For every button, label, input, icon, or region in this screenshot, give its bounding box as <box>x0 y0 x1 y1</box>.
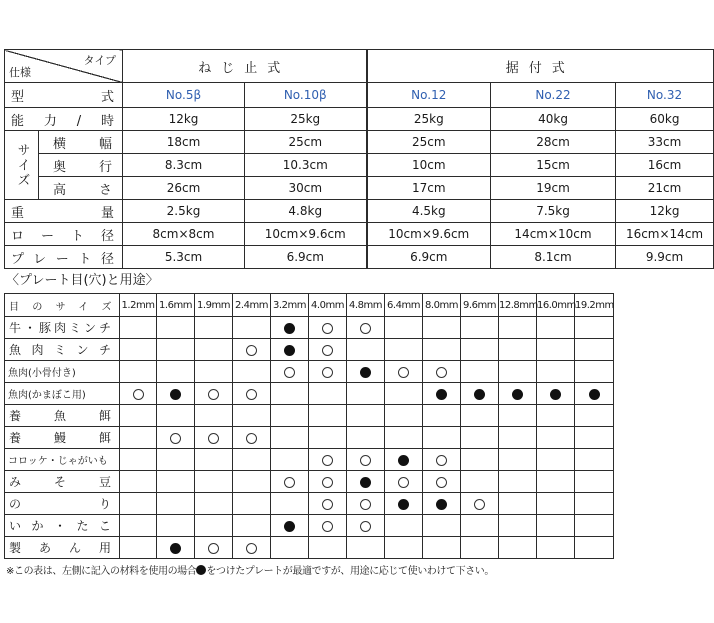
usage-row <box>5 449 614 471</box>
usage-cell <box>423 515 461 537</box>
plate-usage-heading: 〈プレート目(穴)と用途〉 <box>6 273 159 288</box>
usage-cell <box>271 471 309 493</box>
usage-cell <box>499 383 537 405</box>
usage-cell <box>309 449 347 471</box>
height-value: 30cm <box>245 177 367 200</box>
size-header-label: 目のサイズ <box>5 294 120 317</box>
open-circle-icon <box>436 455 447 466</box>
size-header-cell: 1.6mm <box>157 294 195 317</box>
usage-cell <box>537 515 575 537</box>
usage-cell <box>233 515 271 537</box>
usage-cell <box>537 383 575 405</box>
usage-cell <box>157 449 195 471</box>
open-circle-icon <box>246 345 257 356</box>
usage-cell <box>499 515 537 537</box>
usage-row-label: いか・たこ <box>5 515 120 537</box>
filled-circle-icon <box>196 565 206 575</box>
usage-row <box>5 493 614 515</box>
usage-cell <box>385 471 423 493</box>
filled-circle-icon <box>170 389 181 400</box>
usage-cell <box>385 361 423 383</box>
usage-row <box>5 317 614 339</box>
weight-value: 4.8kg <box>245 200 367 223</box>
usage-cell <box>423 449 461 471</box>
usage-cell <box>233 537 271 559</box>
size-header-cell: 9.6mm <box>461 294 499 317</box>
usage-row <box>5 383 614 405</box>
filled-circle-icon <box>512 389 523 400</box>
usage-cell <box>233 449 271 471</box>
width-value: 28cm <box>491 131 616 154</box>
usage-cell <box>385 383 423 405</box>
spec-table <box>4 49 714 269</box>
usage-cell <box>120 515 157 537</box>
usage-cell <box>499 471 537 493</box>
usage-cell <box>120 471 157 493</box>
row-label-capacity: 能力/時 <box>5 108 123 131</box>
usage-cell <box>157 317 195 339</box>
usage-cell <box>271 427 309 449</box>
usage-cell <box>347 515 385 537</box>
usage-cell <box>157 339 195 361</box>
usage-cell <box>537 537 575 559</box>
usage-cell <box>157 493 195 515</box>
model-no12: No.12 <box>367 83 491 108</box>
usage-row-label: 魚肉(小骨付き) <box>5 361 120 383</box>
usage-cell <box>195 493 233 515</box>
usage-cell <box>195 339 233 361</box>
usage-cell <box>385 405 423 427</box>
depth-value: 8.3cm <box>123 154 245 177</box>
usage-cell <box>575 515 614 537</box>
usage-cell <box>537 493 575 515</box>
usage-row-label: 養魚餌 <box>5 405 120 427</box>
usage-cell <box>233 317 271 339</box>
height-row <box>5 177 714 200</box>
filled-circle-icon <box>436 499 447 510</box>
usage-cell <box>537 317 575 339</box>
usage-cell <box>423 471 461 493</box>
usage-cell <box>537 339 575 361</box>
open-circle-icon <box>322 455 333 466</box>
weight-value: 7.5kg <box>491 200 616 223</box>
open-circle-icon <box>360 499 371 510</box>
usage-cell <box>385 317 423 339</box>
usage-cell <box>347 537 385 559</box>
filled-circle-icon <box>436 389 447 400</box>
usage-cell <box>575 361 614 383</box>
model-no22: No.22 <box>491 83 616 108</box>
usage-cell <box>309 515 347 537</box>
filled-circle-icon <box>360 477 371 488</box>
usage-cell <box>309 361 347 383</box>
usage-cell <box>423 493 461 515</box>
usage-cell <box>423 405 461 427</box>
usage-cell <box>461 339 499 361</box>
usage-cell <box>195 427 233 449</box>
usage-cell <box>499 317 537 339</box>
usage-cell <box>195 361 233 383</box>
depth-value: 10.3cm <box>245 154 367 177</box>
weight-row <box>5 200 714 223</box>
open-circle-icon <box>322 477 333 488</box>
width-row <box>5 131 714 154</box>
usage-cell <box>157 537 195 559</box>
row-label-funnel: ロート径 <box>5 223 123 246</box>
usage-cell <box>461 361 499 383</box>
usage-row <box>5 339 614 361</box>
corner-type-label: タイプ <box>83 54 116 67</box>
height-value: 26cm <box>123 177 245 200</box>
usage-cell <box>271 361 309 383</box>
usage-row <box>5 515 614 537</box>
row-label-plate: プレート径 <box>5 246 123 269</box>
size-group-label: サイズ <box>5 131 39 200</box>
usage-cell <box>233 427 271 449</box>
open-circle-icon <box>474 499 485 510</box>
open-circle-icon <box>322 367 333 378</box>
usage-cell <box>120 537 157 559</box>
capacity-value: 40kg <box>491 108 616 131</box>
open-circle-icon <box>170 433 181 444</box>
depth-row <box>5 154 714 177</box>
usage-cell <box>499 427 537 449</box>
usage-cell <box>347 427 385 449</box>
usage-cell <box>385 339 423 361</box>
funnel-row <box>5 223 714 246</box>
weight-value: 2.5kg <box>123 200 245 223</box>
usage-row <box>5 471 614 493</box>
open-circle-icon <box>436 367 447 378</box>
size-header-cell: 4.8mm <box>347 294 385 317</box>
open-circle-icon <box>322 345 333 356</box>
usage-cell <box>537 361 575 383</box>
open-circle-icon <box>133 389 144 400</box>
usage-table <box>4 293 614 559</box>
open-circle-icon <box>360 323 371 334</box>
usage-cell <box>120 449 157 471</box>
width-value: 25cm <box>245 131 367 154</box>
usage-cell <box>385 427 423 449</box>
open-circle-icon <box>398 367 409 378</box>
usage-row-label: 養鰻餌 <box>5 427 120 449</box>
usage-cell <box>575 471 614 493</box>
usage-cell <box>309 471 347 493</box>
usage-cell <box>195 383 233 405</box>
filled-circle-icon <box>284 323 295 334</box>
width-value: 33cm <box>616 131 714 154</box>
usage-cell <box>309 427 347 449</box>
capacity-value: 12kg <box>123 108 245 131</box>
usage-cell <box>271 493 309 515</box>
usage-cell <box>347 449 385 471</box>
usage-cell <box>537 471 575 493</box>
open-circle-icon <box>436 477 447 488</box>
model-no10: No.10β <box>245 83 367 108</box>
size-header-cell: 1.2mm <box>120 294 157 317</box>
depth-value: 16cm <box>616 154 714 177</box>
usage-cell <box>157 471 195 493</box>
plate-value: 6.9cm <box>367 246 491 269</box>
funnel-value: 8cm×8cm <box>123 223 245 246</box>
usage-cell <box>461 383 499 405</box>
row-label-model: 型式 <box>5 83 123 108</box>
usage-cell <box>347 383 385 405</box>
model-no32: No.32 <box>616 83 714 108</box>
usage-cell <box>461 493 499 515</box>
usage-cell <box>461 317 499 339</box>
height-value: 17cm <box>367 177 491 200</box>
usage-cell <box>537 449 575 471</box>
usage-row <box>5 427 614 449</box>
usage-row <box>5 361 614 383</box>
size-header-cell: 8.0mm <box>423 294 461 317</box>
width-value: 25cm <box>367 131 491 154</box>
usage-cell <box>233 405 271 427</box>
open-circle-icon <box>284 367 295 378</box>
size-header-cell: 16.0mm <box>537 294 575 317</box>
usage-cell <box>461 537 499 559</box>
size-header-cell: 19.2mm <box>575 294 614 317</box>
usage-row-label: 製あん用 <box>5 537 120 559</box>
usage-cell <box>575 405 614 427</box>
usage-row-label: コロッケ・じゃがいも <box>5 449 120 471</box>
funnel-value: 10cm×9.6cm <box>245 223 367 246</box>
usage-cell <box>309 383 347 405</box>
usage-cell <box>157 383 195 405</box>
usage-row-label: みそ豆 <box>5 471 120 493</box>
usage-cell <box>461 449 499 471</box>
usage-cell <box>385 449 423 471</box>
usage-cell <box>499 339 537 361</box>
usage-cell <box>271 449 309 471</box>
usage-row-label: のり <box>5 493 120 515</box>
usage-cell <box>575 383 614 405</box>
usage-cell <box>347 405 385 427</box>
usage-cell <box>347 317 385 339</box>
usage-cell <box>461 515 499 537</box>
usage-cell <box>120 361 157 383</box>
usage-cell <box>120 383 157 405</box>
spec-corner-cell <box>5 50 123 83</box>
size-header-cell: 2.4mm <box>233 294 271 317</box>
weight-value: 4.5kg <box>367 200 491 223</box>
depth-value: 10cm <box>367 154 491 177</box>
capacity-value: 25kg <box>367 108 491 131</box>
usage-cell <box>461 405 499 427</box>
usage-cell <box>385 515 423 537</box>
usage-cell <box>157 361 195 383</box>
open-circle-icon <box>208 543 219 554</box>
height-value: 21cm <box>616 177 714 200</box>
plate-value: 6.9cm <box>245 246 367 269</box>
usage-cell <box>575 317 614 339</box>
usage-cell <box>423 383 461 405</box>
open-circle-icon <box>246 543 257 554</box>
width-value: 18cm <box>123 131 245 154</box>
usage-cell <box>271 405 309 427</box>
usage-cell <box>575 537 614 559</box>
usage-cell <box>499 405 537 427</box>
usage-cell <box>385 493 423 515</box>
usage-cell <box>233 493 271 515</box>
open-circle-icon <box>284 477 295 488</box>
usage-cell <box>120 317 157 339</box>
size-header-cell: 1.9mm <box>195 294 233 317</box>
usage-cell <box>423 317 461 339</box>
usage-cell <box>120 427 157 449</box>
usage-cell <box>309 317 347 339</box>
footnote-text-before: ※この表は、左側に記入の材料を使用の場合 <box>6 566 197 577</box>
open-circle-icon <box>360 455 371 466</box>
usage-cell <box>120 493 157 515</box>
filled-circle-icon <box>474 389 485 400</box>
open-circle-icon <box>322 323 333 334</box>
usage-cell <box>271 537 309 559</box>
filled-circle-icon <box>398 499 409 510</box>
usage-cell <box>271 339 309 361</box>
height-value: 19cm <box>491 177 616 200</box>
capacity-row <box>5 108 714 131</box>
usage-cell <box>499 493 537 515</box>
size-header-cell: 12.8mm <box>499 294 537 317</box>
open-circle-icon <box>398 477 409 488</box>
usage-cell <box>233 471 271 493</box>
weight-value: 12kg <box>616 200 714 223</box>
funnel-value: 16cm×14cm <box>616 223 714 246</box>
capacity-value: 60kg <box>616 108 714 131</box>
usage-header-row <box>5 294 614 317</box>
usage-cell <box>575 427 614 449</box>
usage-cell <box>499 361 537 383</box>
usage-cell <box>195 405 233 427</box>
size-header-cell: 3.2mm <box>271 294 309 317</box>
usage-cell <box>537 427 575 449</box>
depth-value: 15cm <box>491 154 616 177</box>
usage-cell <box>423 427 461 449</box>
filled-circle-icon <box>398 455 409 466</box>
usage-row-label: 魚肉ミンチ <box>5 339 120 361</box>
usage-cell <box>233 339 271 361</box>
usage-cell <box>499 449 537 471</box>
usage-cell <box>347 471 385 493</box>
usage-cell <box>423 361 461 383</box>
model-row <box>5 83 714 108</box>
filled-circle-icon <box>589 389 600 400</box>
usage-cell <box>461 471 499 493</box>
open-circle-icon <box>208 389 219 400</box>
usage-cell <box>309 493 347 515</box>
size-header-cell: 6.4mm <box>385 294 423 317</box>
row-label-height: 高さ <box>39 177 123 200</box>
open-circle-icon <box>322 521 333 532</box>
open-circle-icon <box>322 499 333 510</box>
usage-row <box>5 537 614 559</box>
usage-cell <box>499 537 537 559</box>
usage-cell <box>157 515 195 537</box>
filled-circle-icon <box>360 367 371 378</box>
usage-cell <box>120 405 157 427</box>
usage-cell <box>537 405 575 427</box>
open-circle-icon <box>246 433 257 444</box>
footnote <box>6 562 618 577</box>
usage-cell <box>309 339 347 361</box>
funnel-value: 14cm×10cm <box>491 223 616 246</box>
funnel-value: 10cm×9.6cm <box>367 223 491 246</box>
usage-cell <box>423 339 461 361</box>
usage-cell <box>385 537 423 559</box>
usage-cell <box>233 361 271 383</box>
filled-circle-icon <box>284 345 295 356</box>
usage-cell <box>309 537 347 559</box>
usage-cell <box>461 427 499 449</box>
open-circle-icon <box>208 433 219 444</box>
plate-row <box>5 246 714 269</box>
usage-cell <box>347 339 385 361</box>
usage-cell <box>309 405 347 427</box>
open-circle-icon <box>360 521 371 532</box>
plate-value: 5.3cm <box>123 246 245 269</box>
filled-circle-icon <box>284 521 295 532</box>
usage-row-label: 魚肉(かまぼこ用) <box>5 383 120 405</box>
corner-spec-label: 仕様 <box>9 66 31 79</box>
usage-row-label: 牛・豚肉ミンチ <box>5 317 120 339</box>
size-header-cell: 4.0mm <box>309 294 347 317</box>
usage-cell <box>575 493 614 515</box>
usage-cell <box>423 537 461 559</box>
filled-circle-icon <box>550 389 561 400</box>
group-stand-header: 据付式 <box>367 50 714 83</box>
usage-cell <box>575 339 614 361</box>
usage-cell <box>347 361 385 383</box>
usage-cell <box>120 339 157 361</box>
usage-cell <box>195 471 233 493</box>
row-label-depth: 奥行 <box>39 154 123 177</box>
usage-cell <box>157 405 195 427</box>
plate-value: 8.1cm <box>491 246 616 269</box>
open-circle-icon <box>246 389 257 400</box>
usage-cell <box>195 449 233 471</box>
usage-cell <box>157 427 195 449</box>
row-label-width: 横幅 <box>39 131 123 154</box>
capacity-value: 25kg <box>245 108 367 131</box>
usage-cell <box>271 383 309 405</box>
row-label-weight: 重量 <box>5 200 123 223</box>
usage-cell <box>233 383 271 405</box>
footnote-text-after: をつけたプレートが最適ですが、用途に応じて使いわけて下さい。 <box>206 566 494 577</box>
usage-cell <box>347 493 385 515</box>
usage-cell <box>195 537 233 559</box>
model-no5: No.5β <box>123 83 245 108</box>
group-screw-header: ねじ止式 <box>123 50 367 83</box>
usage-cell <box>195 515 233 537</box>
usage-cell <box>271 317 309 339</box>
usage-cell <box>271 515 309 537</box>
usage-cell <box>575 449 614 471</box>
plate-value: 9.9cm <box>616 246 714 269</box>
filled-circle-icon <box>170 543 181 554</box>
usage-row <box>5 405 614 427</box>
usage-cell <box>195 317 233 339</box>
